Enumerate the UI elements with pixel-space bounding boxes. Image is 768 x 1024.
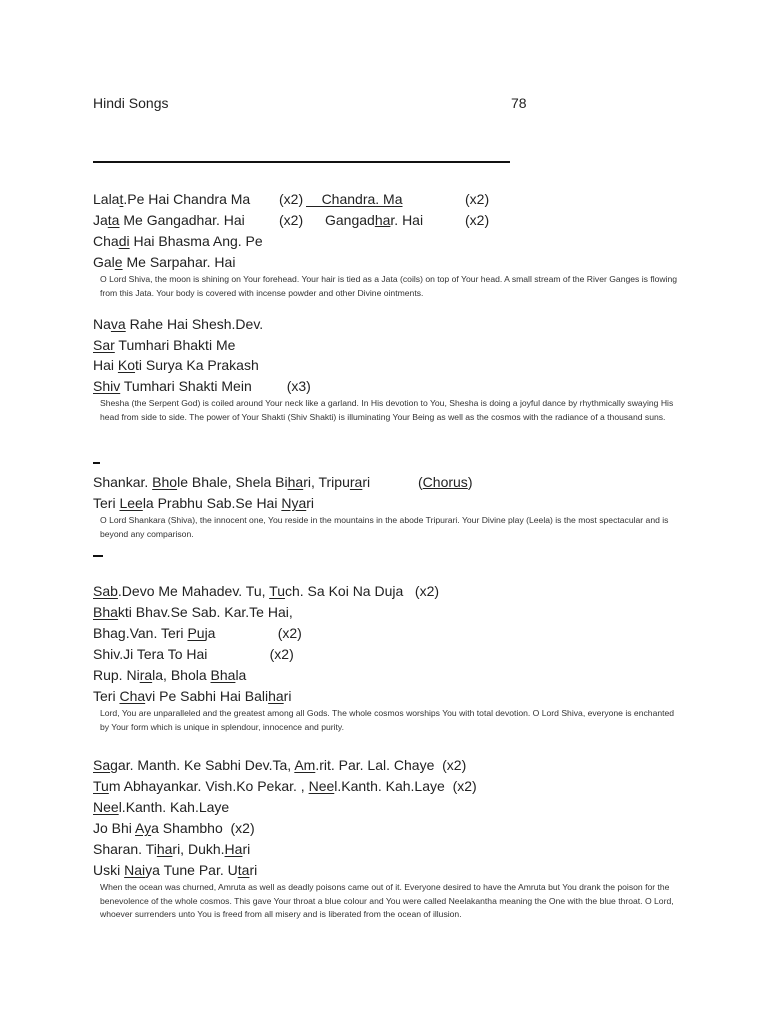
repeat-marker: (x2) (279, 212, 304, 228)
lyric-fragment-underlined: Sab (93, 583, 118, 599)
lyric-line (93, 495, 314, 511)
translation-note: O Lord Shiva, the moon is shining on Your forehead. Your hair is tied as a Jata (coils) on top of Your head. A small stream of the River Ganges is flowing from this Jata. Your body is covered with incense powder and other Divine ointments. (100, 274, 678, 298)
lyric-line (93, 646, 294, 662)
lyric-line (93, 688, 291, 704)
repeat-marker: (x2) (279, 191, 304, 207)
lyric-fragment-underlined: Bha (93, 604, 118, 620)
lyric-line (93, 337, 235, 353)
lyric-fragment: ri, Dukh. (172, 841, 225, 857)
lyric-fragment: Na (93, 316, 111, 332)
lyric-fragment-underlined: va (110, 316, 126, 332)
translation-note: Lord, You are unparalleled and the greatest among all Gods. The whole cosmos worships You with total devotion. O Lord Shiva, everyone is enchanted by Your form which is unique in splendour, innocence and purity. (100, 708, 675, 732)
lyric-fragment-underlined: Bha (210, 667, 236, 683)
lyric-fragment: Jo Bhi (93, 820, 136, 836)
lyric-fragment: ti Surya Ka Prakash (135, 357, 259, 373)
lyric-fragment: Sharan. Ti (93, 841, 157, 857)
header-rule (93, 161, 510, 163)
lyric-fragment: Me Sarpahar. Hai (122, 254, 236, 270)
lyric-fragment-underlined: ra (349, 474, 363, 490)
lyric-fragment-underlined: ha (287, 474, 304, 490)
lyric-fragment: Tumhari Shakti Mein (x3) (120, 378, 311, 394)
lyric-fragment-underlined: Lee (119, 495, 143, 511)
lyric-fragment-underlined: Nee (93, 799, 119, 815)
lyric-fragment-underlined: ra (139, 667, 153, 683)
lyric-fragment: le Bhale, Shela Bi (177, 474, 288, 490)
chorus-word: Chorus (422, 474, 468, 490)
lyric-fragment: ri (242, 841, 251, 857)
lyric-fragment: a Shambho (x2) (151, 820, 255, 836)
lyric-line (93, 191, 250, 207)
chorus-label (418, 474, 472, 490)
lyric-fragment-underlined: t (119, 191, 124, 207)
translation-note: Shesha (the Serpent God) is coiled around Your neck like a garland. In His devotion to You, Shesha is doing a joyful dance by rhythmically swaying His head from side to side. The power of Your Shakti (Shiv Shakti) is illuminating Your Being as well as the cosmos with the radiance of a thousand suns. (100, 398, 674, 422)
lyric-fragment: la, Bhola (152, 667, 211, 683)
lyric-fragment: Bhag.Van. Teri (93, 625, 188, 641)
lyric-fragment-underlined: Sar (93, 337, 115, 353)
lyric-fragment-underlined: Nai (124, 862, 146, 878)
lyric-line (93, 841, 250, 857)
chorus-paren: ( (418, 474, 423, 490)
lyric-fragment: kti Bhav.Se Sab. Kar.Te Hai, (117, 604, 293, 620)
lyric-line (93, 667, 246, 683)
lyric-line (93, 778, 477, 794)
lyric-fragment: Gangad (325, 212, 375, 228)
lyric-line (93, 862, 257, 878)
lyric-fragment-underlined: Am (294, 757, 316, 773)
lyric-line (93, 604, 293, 620)
lyric-fragment-underlined: ha (374, 212, 391, 228)
lyric-fragment-underlined: Nee (308, 778, 335, 794)
lyric-fragment-underlined: ha (156, 841, 173, 857)
repeat-marker: (x2) (465, 191, 490, 207)
lyric-line (93, 233, 263, 249)
lyric-line (93, 378, 311, 394)
lyric-fragment-underlined: ta (237, 862, 250, 878)
lyric-fragment: Shiv.Ji Tera To Hai (x2) (93, 646, 294, 662)
lyric-line (93, 799, 229, 815)
lyric-fragment-underlined: Bho (152, 474, 178, 490)
lyric-line (93, 474, 370, 490)
lyric-line (93, 820, 255, 836)
lyric-fragment: ri (362, 474, 371, 490)
lyric-fragment: ri (283, 688, 292, 704)
chorus-paren: ) (467, 474, 473, 490)
lyric-fragment-underlined: Shiv (93, 378, 121, 394)
lyric-line (93, 625, 302, 641)
lyric-fragment: Cha (93, 233, 119, 249)
lyric-fragment-underlined: ta (107, 212, 120, 228)
lyric-fragment (325, 212, 423, 228)
separator-mark (93, 462, 100, 464)
lyric-fragment: la Prabhu Sab.Se Hai (142, 495, 282, 511)
lyric-fragment-underlined: Ay (135, 820, 152, 836)
lyric-fragment-underlined: Tu (269, 583, 285, 599)
separator-mark (93, 555, 103, 557)
lyric-fragment: ndra. Ma (347, 191, 403, 207)
lyric-fragment (306, 191, 403, 207)
lyric-fragment: ya Tune Par. U (145, 862, 238, 878)
lyric-fragment: Uski (93, 862, 125, 878)
lyric-fragment: l.Kanth. Kah.Laye (118, 799, 230, 815)
lyric-fragment: Hai (93, 357, 118, 373)
lyric-fragment: la (235, 667, 247, 683)
lyric-line (93, 757, 466, 773)
lyric-fragment-underlined: di (118, 233, 130, 249)
lyric-fragment: ja (x2) (204, 625, 302, 641)
lyric-fragment-underlined: Sa (93, 757, 111, 773)
translation-note: O Lord Shankara (Shiva), the innocent one, You reside in the mountains in the abode Tripurari. Your Divine play (Leela) is the most spectacular and is beyond any comparison. (100, 515, 669, 539)
lyric-line (93, 357, 259, 373)
lyric-fragment-underlined: e (114, 254, 123, 270)
lyric-line (93, 254, 235, 270)
lyric-fragment: vi Pe Sabhi Hai Bali (145, 688, 269, 704)
document-title: Hindi Songs (93, 95, 169, 111)
lyric-fragment: ri, Tripu (303, 474, 350, 490)
lyric-fragment-underlined: Nya (281, 495, 307, 511)
lyric-fragment: ch. Sa Koi Na Duja (x2) (284, 583, 440, 599)
lyric-fragment: Tumhari Bhakti Me (114, 337, 236, 353)
lyric-fragment: Rahe Hai Shesh.Dev. (125, 316, 264, 332)
lyric-fragment: .Pe Hai Chandra Ma (123, 191, 251, 207)
lyric-fragment: Hai Bhasma Ang. Pe (129, 233, 263, 249)
lyric-fragment-underlined: Ko (117, 357, 136, 373)
lyric-fragment: gar. Manth. Ke Sabhi Dev.Ta, (110, 757, 295, 773)
lyric-fragment-underlined: Ha (224, 841, 243, 857)
page-number: 78 (511, 95, 527, 111)
lyric-fragment: Gal (93, 254, 115, 270)
lyric-fragment-underlined: Cha (321, 191, 348, 207)
repeat-marker: (x2) (465, 212, 490, 228)
lyric-fragment: Shankar. (93, 474, 153, 490)
lyric-fragment: Rup. Ni (93, 667, 140, 683)
lyric-fragment: l.Kanth. Kah.Laye (x2) (334, 778, 477, 794)
lyric-fragment-underlined: Tu (93, 778, 109, 794)
lyric-fragment-underlined: Pu (187, 625, 205, 641)
lyric-fragment: .Devo Me Mahadev. Tu, (117, 583, 270, 599)
lyric-fragment: Teri (93, 495, 120, 511)
translation-note: When the ocean was churned, Amruta as well as deadly poisons came out of it. Everyone desired to have the Amruta but You drank the poison for the benevolence of the whole cosmos. This gave Your throat a blue colour and You were called Neelakantha meaning the One with the blue throat. O Lord, whoever surrenders unto You is freed from all misery and is liberated from the ocean of illusion. (100, 882, 674, 919)
lyric-fragment: Lala (93, 191, 120, 207)
lyric-fragment: r. Hai (390, 212, 424, 228)
lyric-fragment: m Abhayankar. Vish.Ko Pekar. , (108, 778, 309, 794)
lyric-fragment: ri (249, 862, 258, 878)
lyric-line (93, 212, 245, 228)
lyric-fragment: .rit. Par. Lal. Chaye (x2) (315, 757, 467, 773)
lyric-fragment-underlined: ha (268, 688, 284, 704)
lyric-fragment-underlined: Cha (119, 688, 146, 704)
lyric-line (93, 583, 439, 599)
lyric-fragment: Me Gangadhar. Hai (119, 212, 245, 228)
lyric-fragment: ri (306, 495, 315, 511)
lyric-fragment: Teri (93, 688, 120, 704)
lyric-line (93, 316, 263, 332)
lyric-fragment: Ja (93, 212, 108, 228)
